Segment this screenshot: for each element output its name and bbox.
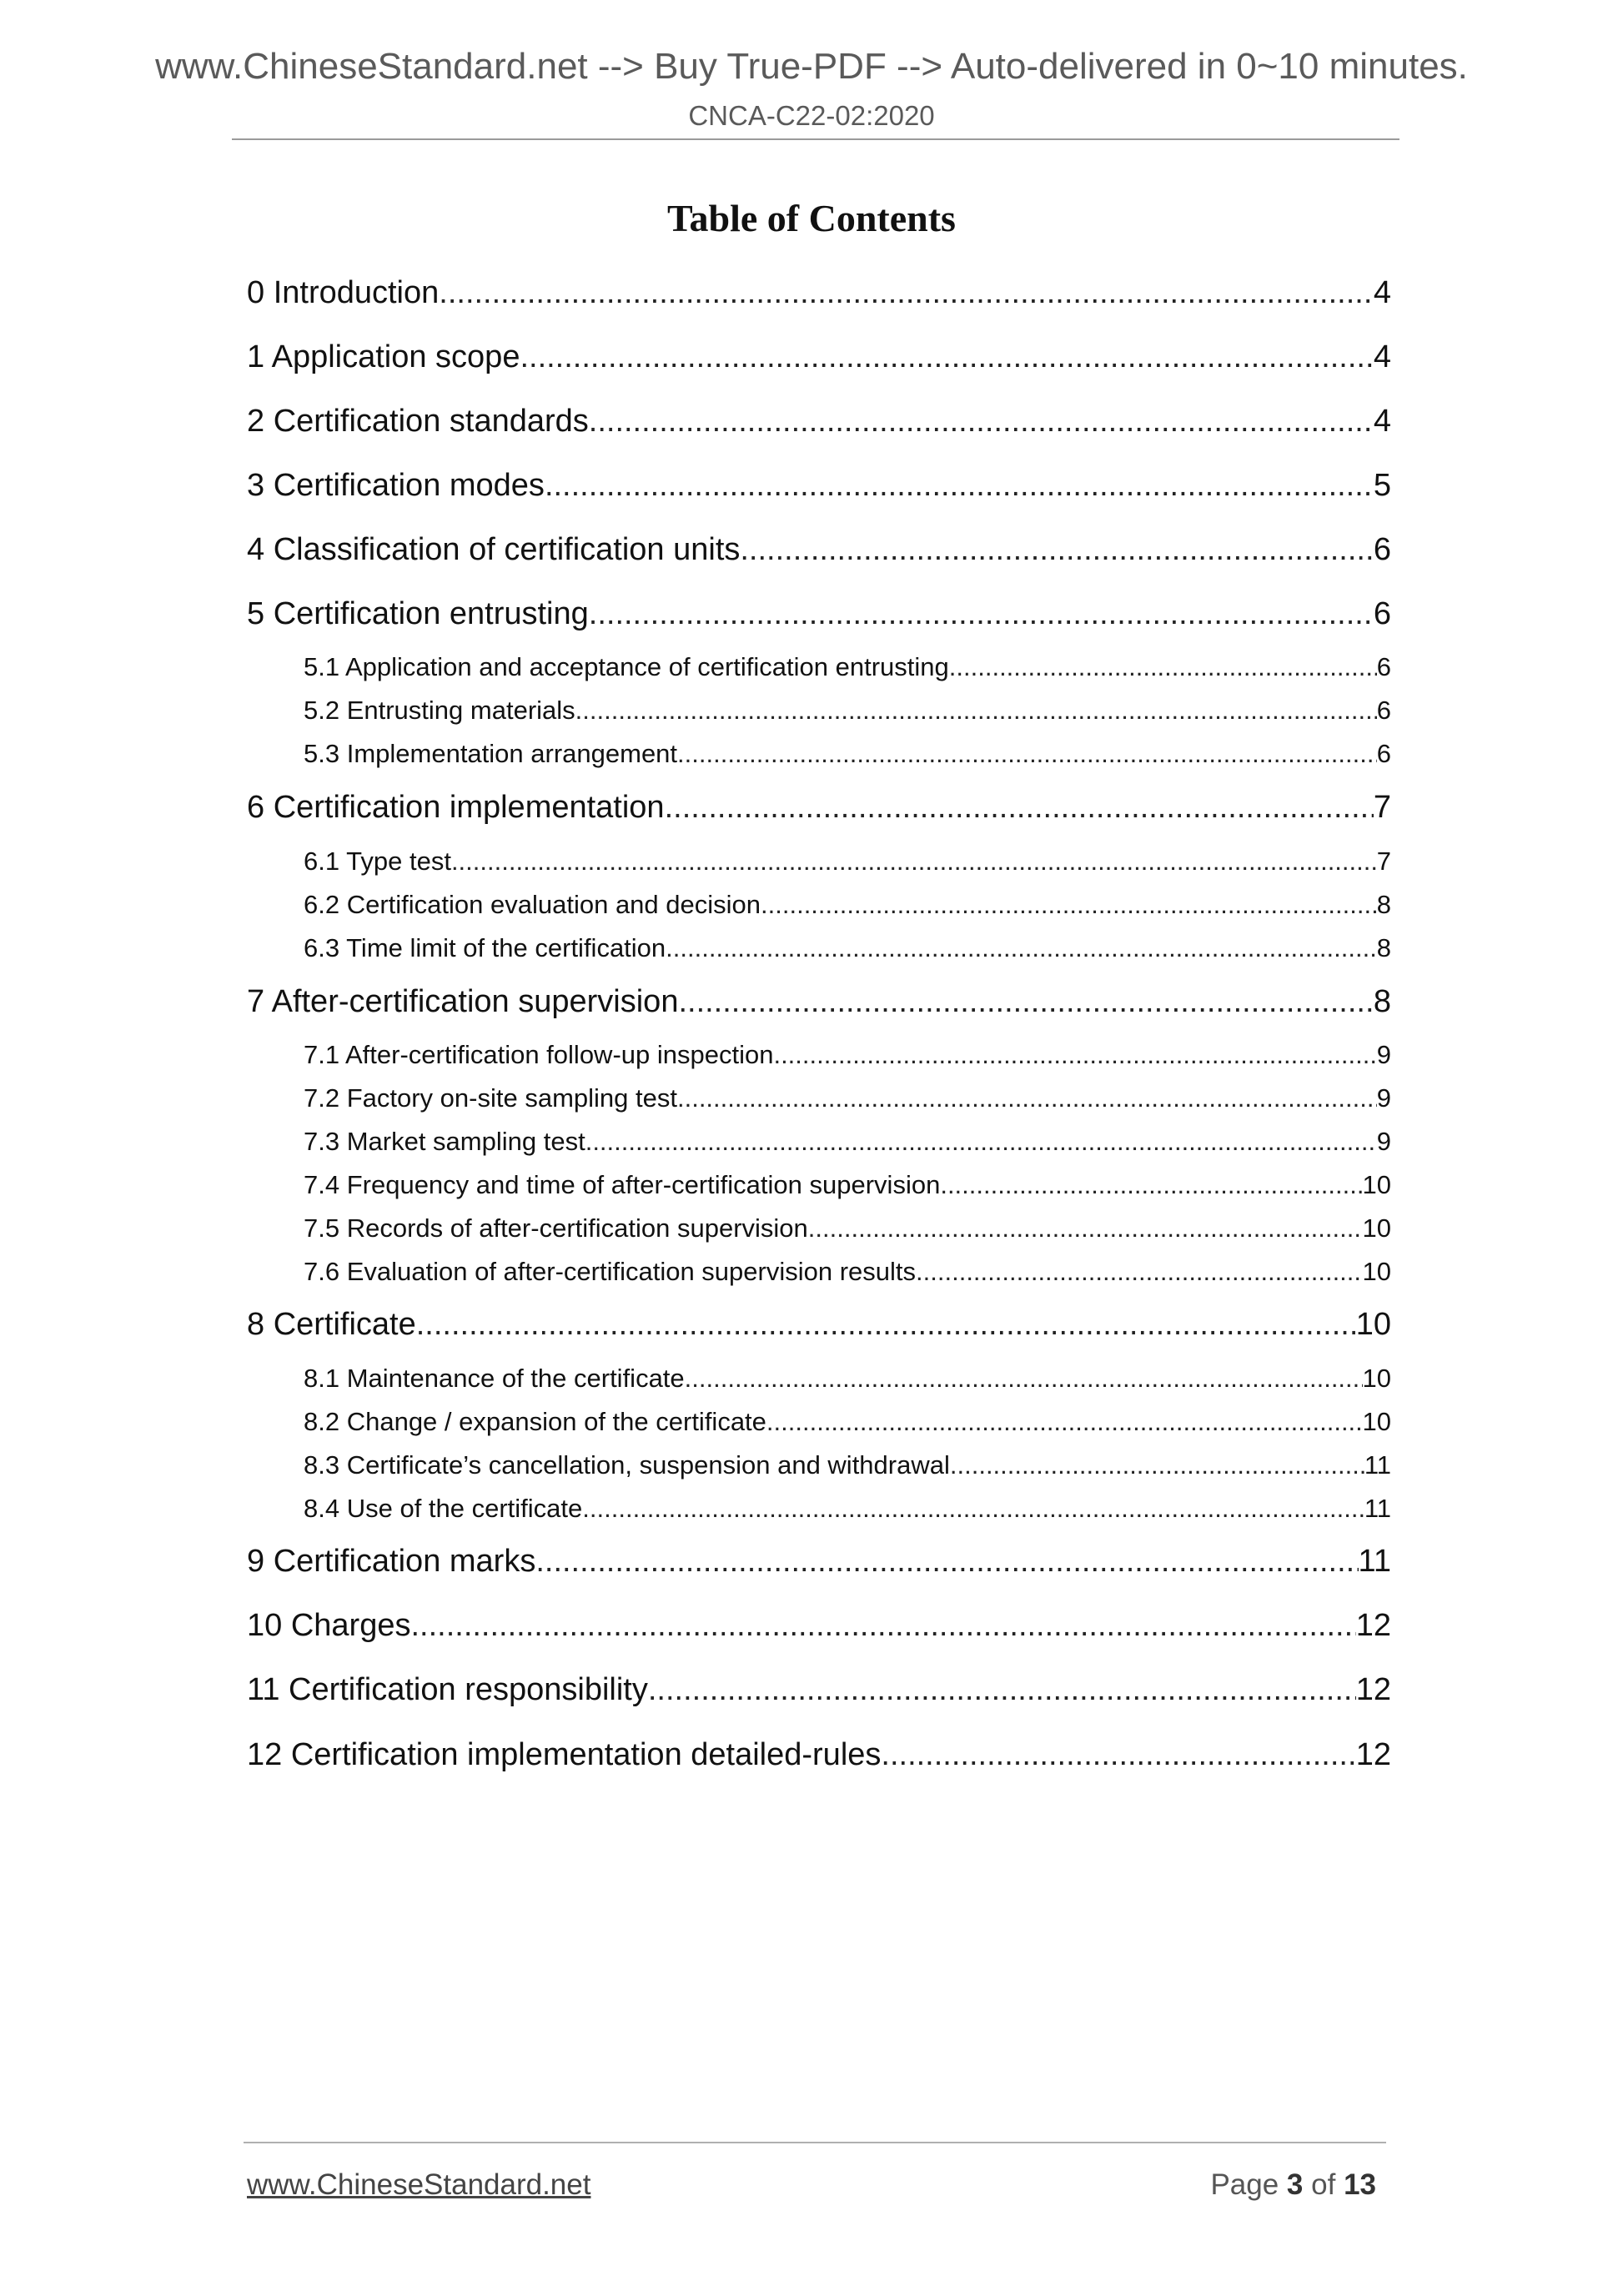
dot-leader xyxy=(808,1212,1363,1245)
toc-subentry[interactable] xyxy=(304,845,1391,878)
toc-subentry[interactable] xyxy=(304,1449,1391,1482)
toc-entry-page: 8 xyxy=(1376,890,1391,919)
dot-leader xyxy=(545,465,1374,505)
toc-entry-page: 12 xyxy=(1355,1737,1391,1772)
toc-entry-page: 10 xyxy=(1355,1307,1391,1342)
page-total: 13 xyxy=(1344,2168,1376,2201)
toc-entry-page: 4 xyxy=(1373,275,1391,310)
dot-leader xyxy=(439,273,1374,313)
toc-entry[interactable] xyxy=(247,1541,1391,1581)
toc-entry-title: 6.1 Type test xyxy=(304,847,451,876)
toc-entry[interactable] xyxy=(247,337,1391,377)
toc-entry-title: 6.2 Certification evaluation and decision xyxy=(304,890,761,919)
page-current: 3 xyxy=(1286,2168,1304,2201)
toc-entry-title: 8 Certificate xyxy=(247,1307,416,1342)
toc-entry-page: 7 xyxy=(1373,790,1391,825)
dot-leader xyxy=(677,1082,1377,1115)
toc-entry-title: 6.3 Time limit of the certification xyxy=(304,933,666,962)
toc-subentry[interactable] xyxy=(304,932,1391,965)
toc-entry-title: 10 Charges xyxy=(247,1608,411,1643)
toc-entry[interactable] xyxy=(247,1735,1391,1775)
toc-entry-page: 8 xyxy=(1373,984,1391,1019)
toc-entry-page: 12 xyxy=(1355,1672,1391,1707)
toc-entry-page: 6 xyxy=(1376,739,1391,768)
toc-entry-title: 9 Certification marks xyxy=(247,1544,536,1579)
toc-subentry[interactable] xyxy=(304,1492,1391,1525)
top-banner: www.ChineseStandard.net --> Buy True-PDF --> Auto-delivered in 0~10 minutes. xyxy=(155,46,1468,87)
toc-entry-title: 7.6 Evaluation of after-certification supervision results xyxy=(304,1257,917,1286)
toc-entry-title: 7.2 Factory on-site sampling test xyxy=(304,1083,677,1113)
dot-leader xyxy=(940,1168,1362,1202)
toc-entry-title: 8.2 Change / expansion of the certificate xyxy=(304,1407,766,1436)
dot-leader xyxy=(520,337,1373,377)
page-of-label: of xyxy=(1311,2168,1336,2201)
toc-entry[interactable] xyxy=(247,594,1391,634)
toc-entry-title: 7.5 Records of after-certification supervision xyxy=(304,1213,808,1243)
toc-subentry[interactable] xyxy=(304,1082,1391,1115)
toc-entry-page: 6 xyxy=(1376,696,1391,725)
page-number xyxy=(1210,2167,1376,2203)
dot-leader xyxy=(535,1541,1358,1581)
toc-entry-page: 11 xyxy=(1364,1450,1391,1480)
toc-entry-title: 7.1 After-certification follow-up inspection xyxy=(304,1040,774,1069)
dot-leader xyxy=(582,1492,1364,1525)
toc-entry-title: 8.1 Maintenance of the certificate xyxy=(304,1364,685,1393)
toc-entry-title: 8.4 Use of the certificate xyxy=(304,1494,583,1523)
toc-entry-page: 6 xyxy=(1373,596,1391,631)
toc-entry-title: 5.2 Entrusting materials xyxy=(304,696,575,725)
dot-leader xyxy=(949,651,1377,684)
toc-entry-page: 10 xyxy=(1362,1407,1391,1436)
toc-entry-page: 11 xyxy=(1358,1544,1391,1579)
toc-entry[interactable] xyxy=(247,273,1391,313)
toc-title: Table of Contents xyxy=(667,197,956,239)
dot-leader xyxy=(881,1735,1355,1775)
toc-entry-title: 5.3 Implementation arrangement xyxy=(304,739,678,768)
toc-entry[interactable] xyxy=(247,1304,1391,1344)
toc-subentry[interactable] xyxy=(304,1212,1391,1245)
page-label: Page xyxy=(1210,2168,1279,2201)
dot-leader xyxy=(677,737,1377,771)
toc-entry-title: 8.3 Certificate’s cancellation, suspension and withdrawal xyxy=(304,1450,950,1480)
toc-entry[interactable] xyxy=(247,982,1391,1022)
toc-entry-title: 4 Classification of certification units xyxy=(247,532,741,567)
toc-entry-title: 3 Certification modes xyxy=(247,468,545,503)
dot-leader xyxy=(589,401,1374,441)
toc-entry-page: 10 xyxy=(1362,1257,1391,1286)
toc-entry-page: 9 xyxy=(1376,1040,1391,1069)
toc-subentry[interactable] xyxy=(304,1038,1391,1072)
toc-entry-page: 8 xyxy=(1376,933,1391,962)
toc-subentry[interactable] xyxy=(304,1168,1391,1202)
dot-leader xyxy=(410,1605,1355,1645)
dot-leader xyxy=(678,982,1373,1022)
toc-entry-title: 7.4 Frequency and time of after-certification supervision xyxy=(304,1170,941,1199)
toc-entry-title: 7.3 Market sampling test xyxy=(304,1127,585,1156)
toc-entry-title: 7 After-certification supervision xyxy=(247,984,679,1019)
toc-entry-title: 6 Certification implementation xyxy=(247,790,665,825)
footer-divider xyxy=(244,2142,1386,2143)
toc-entry[interactable] xyxy=(247,1605,1391,1645)
dot-leader xyxy=(685,1362,1363,1395)
dot-leader xyxy=(648,1670,1356,1710)
toc-entry-page: 9 xyxy=(1376,1083,1391,1113)
toc-entry[interactable] xyxy=(247,401,1391,441)
dot-leader xyxy=(666,932,1377,965)
toc-subentry[interactable] xyxy=(304,694,1391,727)
dot-leader xyxy=(950,1449,1364,1482)
toc-entry-page: 7 xyxy=(1376,847,1391,876)
toc-entry-page: 6 xyxy=(1376,652,1391,681)
toc-entry[interactable] xyxy=(247,530,1391,570)
header-divider xyxy=(232,138,1399,140)
toc-entry-page: 10 xyxy=(1362,1213,1391,1243)
toc-entry-page: 6 xyxy=(1373,532,1391,567)
toc-entry-title: 5 Certification entrusting xyxy=(247,596,589,631)
dot-leader xyxy=(575,694,1377,727)
toc-entry-title: 12 Certification implementation detailed-rules xyxy=(247,1737,882,1772)
toc-entry-page: 10 xyxy=(1362,1170,1391,1199)
dot-leader xyxy=(416,1304,1356,1344)
toc-subentry[interactable] xyxy=(304,1362,1391,1395)
toc-entry-title: 1 Application scope xyxy=(247,339,520,374)
dot-leader xyxy=(740,530,1373,570)
toc-entry-page: 4 xyxy=(1373,339,1391,374)
toc-subentry[interactable] xyxy=(304,888,1391,922)
dot-leader xyxy=(665,787,1374,827)
dot-leader xyxy=(761,888,1377,922)
toc-entry-page: 9 xyxy=(1376,1127,1391,1156)
footer-website-link[interactable]: www.ChineseStandard.net xyxy=(247,2168,591,2201)
toc-subentry[interactable] xyxy=(304,1405,1391,1439)
dot-leader xyxy=(766,1405,1363,1439)
toc-entry-page: 5 xyxy=(1373,468,1391,503)
toc-entry-page: 10 xyxy=(1362,1364,1391,1393)
toc-entry[interactable] xyxy=(247,787,1391,827)
dot-leader xyxy=(773,1038,1376,1072)
toc-subentry[interactable] xyxy=(304,1125,1391,1158)
toc-entry-title: 11 Certification responsibility xyxy=(247,1672,648,1707)
toc-subentry[interactable] xyxy=(304,737,1391,771)
toc-entry-title: 5.1 Application and acceptance of certification entrusting xyxy=(304,652,949,681)
dot-leader xyxy=(585,1125,1377,1158)
toc-entry-title: 0 Introduction xyxy=(247,275,440,310)
dot-leader xyxy=(589,594,1374,634)
toc-subentry[interactable] xyxy=(304,651,1391,684)
toc-subentry[interactable] xyxy=(304,1255,1391,1289)
toc-entry[interactable] xyxy=(247,1670,1391,1710)
dot-leader xyxy=(451,845,1377,878)
toc-entry-page: 12 xyxy=(1355,1608,1391,1643)
toc-entry-page: 11 xyxy=(1364,1494,1391,1523)
toc-entry-title: 2 Certification standards xyxy=(247,404,589,439)
dot-leader xyxy=(916,1255,1362,1289)
toc-entry-page: 4 xyxy=(1373,404,1391,439)
document-id: CNCA-C22-02:2020 xyxy=(688,100,935,131)
toc-entry[interactable] xyxy=(247,465,1391,505)
